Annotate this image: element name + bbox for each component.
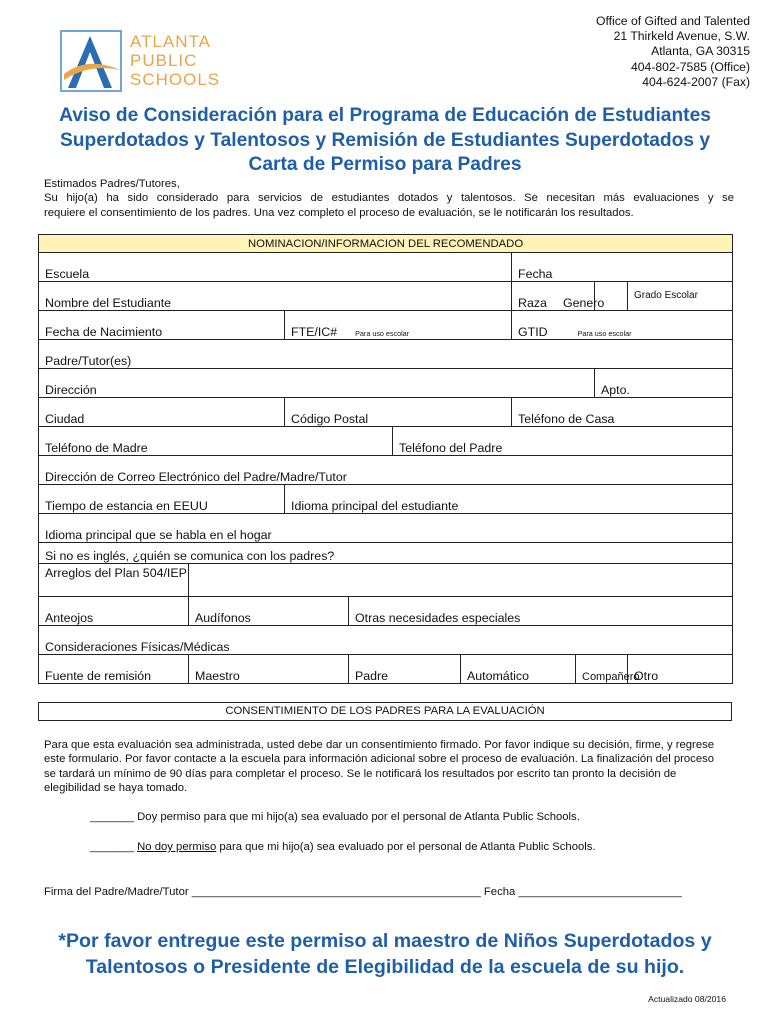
intro-line: Su hijo(a) ha sido considerado para servicios de estudiantes dotados y talentosos. Se necesitan más evaluaciones y se	[44, 192, 734, 205]
permission-option-yes[interactable]	[90, 811, 580, 823]
intro-line: requiere el consentimiento de los padres. Una vez completo el proceso de evaluación, se le notificarán los resultados.	[44, 206, 634, 219]
codigo-postal-field[interactable]: Código Postal	[285, 398, 512, 427]
title-line: Aviso de Consideración para el Programa de Educación de Estudiantes	[59, 105, 711, 126]
consent-paragraph: Para que esta evaluación sea administrada, usted debe dar un consentimiento firmado. Por favor indique su decisión, firme, y regrese este formulario. Por favor contacte a la escuela para información adicional sobre el proceso de evaluación. La finalización del proceso se tardará un mínimo de 90 días para completar el proceso. Se le notificará los resultados por escrito tan pronto la decisión de elegibilidad se haya tomado.	[44, 739, 715, 795]
ciudad-field[interactable]: Ciudad	[39, 398, 285, 427]
telefono-madre-field[interactable]: Teléfono de Madre	[39, 427, 393, 456]
fecha-label: Fecha	[483, 886, 516, 898]
nomination-header: NOMINACION/INFORMACION DEL RECOMENDADO	[39, 235, 733, 253]
grado-field[interactable]: Grado Escolar	[628, 282, 733, 311]
gtid-label: GTID	[518, 325, 548, 339]
office-line: Office of Gifted and Talented	[595, 14, 750, 28]
direccion-field[interactable]: Dirección	[39, 369, 595, 398]
fuente-remision-label: Fuente de remisión	[39, 655, 189, 684]
option-yes-label: Doy permiso para que mi hijo(a) sea evaluado por el personal de Atlanta Public Schools.	[137, 811, 580, 823]
idioma-estudiante-field[interactable]: Idioma principal del estudiante	[285, 485, 733, 514]
idioma-hogar-field[interactable]: Idioma principal que se habla en el hogar	[39, 514, 733, 543]
bottom-line: Talentosos o Presidente de Elegibilidad de la escuela de su hijo.	[85, 956, 685, 978]
updated-date: Actualizado 08/2016	[648, 994, 726, 1004]
no-ingles-field[interactable]: Si no es inglés, ¿quién se comunica con los padres?	[39, 543, 733, 564]
checkbox-blank[interactable]: _______	[90, 811, 134, 823]
automatico-option[interactable]: Automático	[461, 655, 576, 684]
office-line: 404-802-7585 (Office)	[630, 59, 750, 74]
consideraciones-field[interactable]: Consideraciones Físicas/Médicas	[39, 626, 733, 655]
padre-option[interactable]: Padre	[349, 655, 461, 684]
otro-option[interactable]: Otro	[628, 655, 733, 684]
fecha-field[interactable]: Fecha	[512, 253, 733, 282]
raza-field[interactable]: Raza	[512, 282, 595, 311]
fecha-nacimiento-field[interactable]: Fecha de Nacimiento	[39, 311, 285, 340]
logo-line-1: ATLANTA	[130, 32, 211, 51]
atlanta-public-schools-logo	[60, 30, 220, 94]
arreglos-504-value[interactable]	[189, 564, 733, 597]
telefono-padre-field[interactable]: Teléfono del Padre	[393, 427, 733, 456]
nombre-field[interactable]: Nombre del Estudiante	[39, 282, 512, 311]
permission-option-no[interactable]	[90, 841, 596, 853]
audifonos-field[interactable]: Audífonos	[189, 597, 349, 626]
companero-option[interactable]: Compañero	[576, 655, 628, 684]
firma-label: Firma del Padre/Madre/Tutor	[44, 886, 189, 898]
correo-field[interactable]: Dirección de Correo Electrónico del Padre/Madre/Tutor	[39, 456, 733, 485]
telefono-casa-field[interactable]: Teléfono de Casa	[512, 398, 733, 427]
firma-line[interactable]: ______________________________________________	[191, 886, 481, 898]
consent-header: CONSENTIMIENTO DE LOS PADRES PARA LA EVALUACIÓN	[38, 702, 732, 721]
gtid-field[interactable]	[512, 311, 733, 340]
title-line: Carta de Permiso para Padres	[248, 154, 522, 175]
logo-line-2: PUBLIC	[130, 51, 198, 70]
office-address	[596, 14, 750, 90]
uso-escolar-note: Para uso escolar	[577, 329, 632, 338]
office-line: 404-624-2007 (Fax)	[642, 74, 750, 89]
intro-text	[44, 177, 734, 220]
uso-escolar-note: Para uso escolar	[355, 329, 410, 338]
arreglos-504-field[interactable]: Arreglos del Plan 504/IEP	[39, 564, 189, 597]
genero-label: Genero	[563, 296, 605, 310]
anteojos-field[interactable]: Anteojos	[39, 597, 189, 626]
otras-necesidades-field[interactable]: Otras necesidades especiales	[349, 597, 733, 626]
office-line: 21 Thirkeld Avenue, S.W.	[613, 29, 750, 44]
genero-field[interactable]	[563, 282, 628, 311]
bottom-notice	[0, 928, 770, 980]
salutation: Estimados Padres/Tutores,	[44, 178, 180, 190]
page-title	[0, 104, 770, 178]
tiempo-eeuu-field[interactable]: Tiempo de estancia en EEUU	[39, 485, 285, 514]
bottom-line: *Por favor entregue este permiso al maestro de Niños Superdotados y	[58, 930, 712, 952]
maestro-option[interactable]: Maestro	[189, 655, 349, 684]
checkbox-blank[interactable]: _______	[90, 841, 134, 853]
logo-line-3: SCHOOLS	[130, 70, 221, 89]
nomination-form	[38, 234, 733, 684]
consent-text	[44, 738, 716, 796]
fecha-line[interactable]: __________________________	[518, 886, 682, 898]
fte-field[interactable]	[285, 311, 512, 340]
padre-tutor-field[interactable]: Padre/Tutor(es)	[39, 340, 733, 369]
office-line: Atlanta, GA 30315	[651, 44, 750, 59]
option-no-emphasis: No doy permiso	[137, 841, 217, 853]
fte-label: FTE/IC#	[291, 325, 338, 339]
apto-field[interactable]: Apto.	[595, 369, 733, 398]
escuela-field[interactable]: Escuela	[39, 253, 512, 282]
title-line: Superdotados y Talentosos y Remisión de Estudiantes Superdotados y	[59, 129, 710, 151]
signature-row	[44, 886, 682, 898]
option-no-label: para que mi hijo(a) sea evaluado por el personal de Atlanta Public Schools.	[219, 841, 596, 853]
